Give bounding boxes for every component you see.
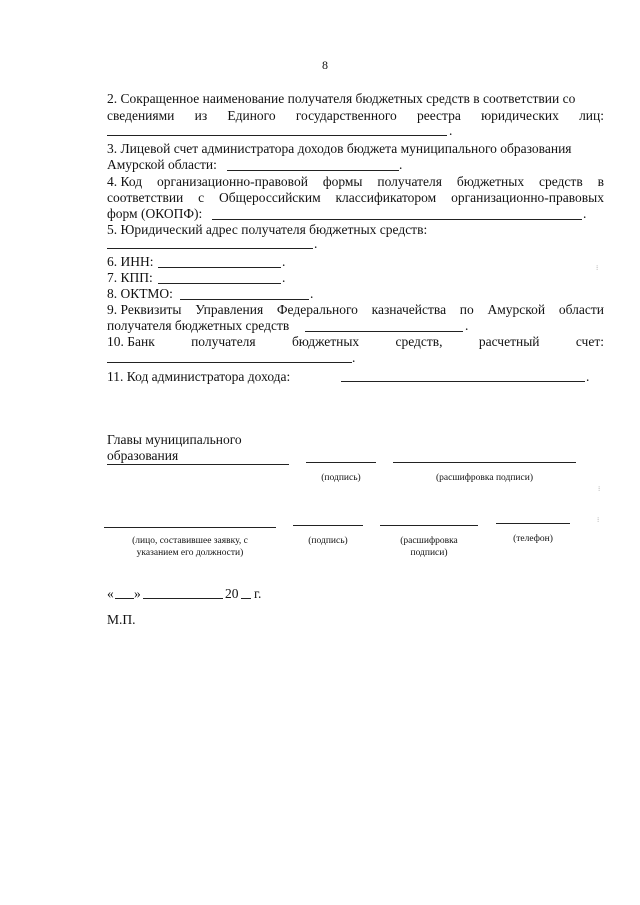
phone-caption: (телефон) (513, 534, 553, 544)
person-caption-line1: (лицо, составившее заявку, с (132, 536, 248, 546)
date-year-line[interactable] (241, 598, 251, 599)
item4-word: 4. Код (107, 174, 143, 189)
item7-label: 7. КПП: (107, 270, 153, 285)
item9-word: области (558, 302, 604, 317)
item10-word: счет: (575, 334, 604, 349)
head-title-underline (107, 464, 289, 465)
head-caption-decode: (расшифровка подписи) (436, 473, 533, 483)
item9-word: казначейства (371, 302, 447, 317)
head-caption-sign: (подпись) (321, 473, 361, 483)
date-open-quote: « (107, 586, 114, 601)
item10-word: получателя (191, 334, 256, 349)
item6-label: 6. ИНН: (107, 254, 154, 269)
item4-word: бюджетных (456, 174, 525, 189)
item4-line2 (107, 190, 604, 205)
item2-dot: . (449, 123, 453, 138)
item5-dot: . (314, 236, 318, 251)
item9-word: по (459, 302, 474, 317)
item4-dot: . (583, 206, 587, 221)
person-signature-line[interactable] (293, 525, 363, 526)
item6-fill-line[interactable] (158, 267, 281, 268)
person-caption-line2: указанием его должности) (136, 548, 244, 558)
item3-fill-line[interactable] (227, 170, 399, 171)
item2-word: реестра (416, 108, 461, 123)
item8-fill-line[interactable] (180, 299, 309, 300)
scan-mark: ⁝ (596, 264, 599, 272)
item4-word: формы (322, 174, 363, 189)
item5-line1: 5. Юридический адрес получателя бюджетных средств: (107, 222, 428, 237)
item4-word: получателя (377, 174, 442, 189)
item3-line2: Амурской области: (107, 157, 217, 172)
item4-word: Общероссийским (219, 190, 321, 205)
item4-word: классификатором (335, 190, 437, 205)
item4-word: организационно-правовых (451, 190, 604, 205)
item9-word: Управления (195, 302, 264, 317)
head-title-line1: Главы муниципального (107, 432, 242, 447)
item2-fill-line[interactable] (107, 135, 447, 136)
item4-fill-line[interactable] (212, 219, 582, 220)
item5-fill-line[interactable] (107, 248, 313, 249)
date-year-prefix: 20 (225, 586, 239, 601)
person-caption-sign: (подпись) (308, 536, 348, 546)
phone-line[interactable] (496, 523, 570, 524)
item9-word: 9. Реквизиты (107, 302, 182, 317)
scan-mark: ⁝ (597, 516, 600, 524)
person-decode-line[interactable] (380, 525, 478, 526)
item4-line3: форм (ОКОПФ): (107, 206, 203, 221)
page-number: 8 (322, 58, 328, 72)
person-line[interactable] (104, 527, 276, 528)
item10-dot: . (352, 350, 356, 365)
item9-dot: . (465, 318, 469, 333)
item3-line1: 3. Лицевой счет администратора доходов бюджета муниципального образования (107, 141, 572, 156)
item7-dot: . (282, 270, 286, 285)
item8-label: 8. ОКТМО: (107, 286, 173, 301)
date-close-quote: » (134, 586, 141, 601)
item4-word: средств (539, 174, 583, 189)
item11-dot: . (586, 369, 590, 384)
head-decode-line[interactable] (393, 462, 576, 463)
item9-fill-line[interactable] (305, 331, 463, 332)
item7-fill-line[interactable] (158, 283, 281, 284)
item3-dot: . (399, 157, 403, 172)
head-title-line2: образования (107, 448, 179, 463)
item9-word: Амурской (487, 302, 546, 317)
person-caption-decode-line1: (расшифровка (400, 536, 458, 546)
item2-line2 (107, 108, 604, 123)
item2-word: лиц: (579, 108, 604, 123)
item2-word: из (194, 108, 208, 123)
date-year-suffix: г. (254, 586, 262, 601)
item2-word: государственного (295, 108, 397, 123)
item2-word: сведениями (107, 108, 175, 123)
item9-word: Федерального (276, 302, 358, 317)
item10-word: средств, (395, 334, 443, 349)
item11-label: 11. Код администратора дохода: (107, 369, 291, 384)
item2-word: Единого (227, 108, 276, 123)
date-month-line[interactable] (143, 598, 223, 599)
item11-fill-line[interactable] (341, 381, 585, 382)
item4-word: с (198, 190, 205, 205)
item9-line1 (107, 302, 604, 317)
item10-word: бюджетных (291, 334, 360, 349)
item10-line1 (107, 334, 604, 349)
item6-dot: . (282, 254, 286, 269)
date-day-line[interactable] (115, 598, 134, 599)
item4-line1 (107, 174, 604, 189)
item4-word: соответствии (107, 190, 184, 205)
head-signature-line[interactable] (306, 462, 376, 463)
item9-line2: получателя бюджетных средств (107, 318, 290, 333)
item2-line1: 2. Сокращенное наименование получателя бюджетных средств в соответствии со (107, 91, 576, 106)
item4-word: организационно-правовой (156, 174, 308, 189)
item8-dot: . (310, 286, 314, 301)
person-caption-decode-line2: подписи) (410, 548, 448, 558)
item10-word: 10. Банк (107, 334, 155, 349)
item10-fill-line[interactable] (107, 362, 352, 363)
item10-word: расчетный (478, 334, 540, 349)
stamp-label: М.П. (107, 612, 136, 627)
item4-word: в (597, 174, 604, 189)
scan-mark: ⁝ (598, 485, 601, 493)
item2-word: юридических (481, 108, 559, 123)
